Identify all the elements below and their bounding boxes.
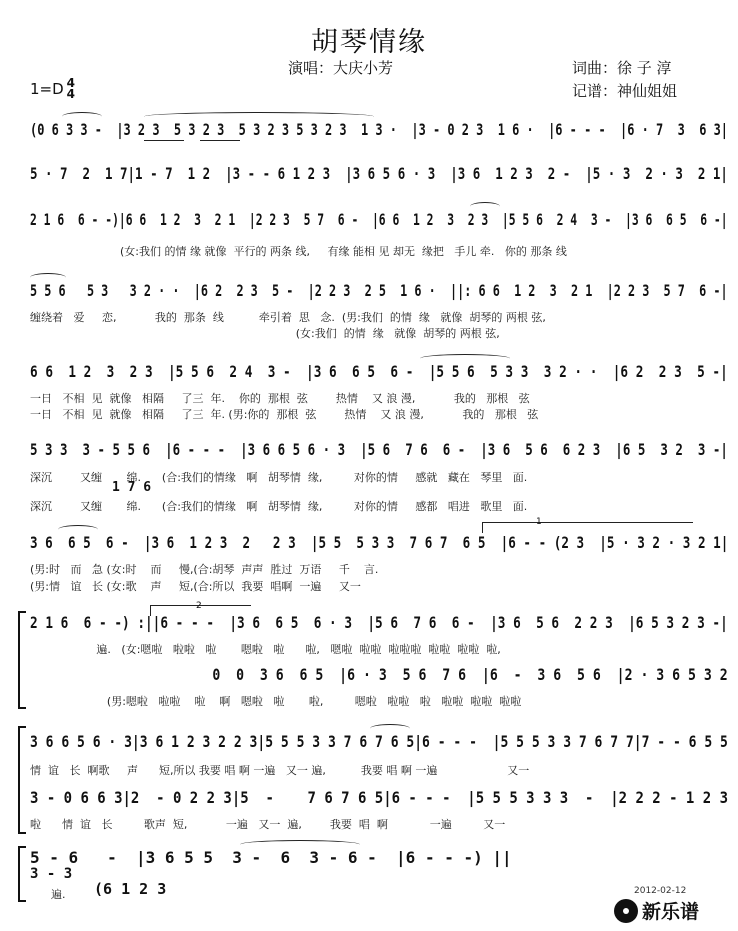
beam-underline [144, 140, 184, 141]
singer-credit: 演唱：大庆小芳 [288, 59, 394, 77]
transcriber-credit: 记谱：神仙姐姐 [572, 82, 678, 100]
lyric-line-5a: 一日 不相 见 就像 相隔 了三 年. 你的 那根 弦 热情 又 浪 漫, 我的 那根 弦 [30, 392, 530, 405]
notation-line-3: 2 1 6 6 - -)|6 6 1 2 3 2 1 |2 2 3 5 7 6 - |6 6 1 2 3 2 3 |5 5 6 2 4 3 - |3 6 6 5 6 -| [30, 210, 728, 229]
site-logo [614, 897, 699, 924]
slur-mark [30, 273, 66, 282]
notation-line-5: 6 6 1 2 3 2 3 |5 5 6 2 4 3 - |3 6 6 5 6 - |5 5 6 5 3 3 3 2 · · |6 2 2 3 5 -| [30, 362, 728, 381]
system-brace-1 [18, 611, 26, 709]
lyric-line-4b: (女:我们 的情 缘 就像 胡琴的 两根 弦, [30, 327, 500, 340]
lyric-line-4a: 缠绕着 爱 恋, 我的 那条 线 牵引着 思 念. (男:我们 的情 缘 就像 胡琴的 两根 弦, [30, 311, 546, 324]
slur-mark [58, 525, 98, 534]
second-ending-number: 2 [196, 601, 202, 611]
beam-underline [200, 140, 240, 141]
notation-line-8: 2 1 6 6 - -) :||6 - - - |3 6 6 5 6 · 3 |5 6 7 6 6 - |3 6 5 6 2 2 3 |6 5 3 2 3 -| [30, 613, 728, 632]
disc-icon [614, 899, 638, 923]
notation-line-11: 3 - 0 6 6 3|2 - 0 2 2 3|5 - 7 6 7 6 5|6 - - - |5 5 5 3 3 3 - |2 2 2 - 1 2 3 [30, 788, 728, 807]
time-sig-top: 4 [66, 76, 76, 90]
first-ending-number: 1 [536, 517, 542, 527]
system-brace-2 [18, 726, 26, 834]
date-stamp: 2012-02-12 [634, 886, 687, 896]
notation-line-12-pickup: (6 1 2 3 [94, 880, 167, 898]
notation-line-9: 0 0 3 6 6 5 |6 · 3 5 6 7 6 |6 - 3 6 5 6 |2 · 3 6 5 3 2 [30, 665, 728, 684]
notation-line-10: 3 6 6 5 6 · 3|3 6 1 2 3 2 2 3|5 5 5 3 3 7 6 7 6 5|6 - - - |5 5 5 3 3 7 6 7 7|7 - - 6 5 5 [30, 732, 728, 751]
notation-line-7: 3 6 6 5 6 - |3 6 1 2 3 2 2 3 |5 5 5 3 3 7 6 7 6 5 |6 - - (2 3 |5 · 3 2 · 3 2 1| [30, 533, 729, 552]
lyric-line-9a: (男:嗯啦 啦啦 啦 啊 嗯啦 啦 啦, 嗯啦 啦啦 啦 啦啦 啦啦 啦啦 [30, 695, 522, 708]
slur-mark [470, 202, 500, 211]
lyric-line-10a: 情 谊 长 啊歌 声 短,所以 我要 唱 啊 一遍 又一 遍, 我要 唱 啊 一遍 又一 [30, 764, 530, 777]
time-sig-bottom: 4 [66, 87, 76, 101]
lyric-line-6b: 深沉 又缠 绵. (合:我们的情缘 啊 胡琴情 缘, 对你的情 感都 唱进 歌里 面. [30, 500, 528, 513]
notation-line-12-upper: 5 - 6 - |3 6 5 5 3 - 6 3 - 6 - |6 - - -) || [30, 848, 512, 867]
time-signature [67, 78, 75, 100]
notation-line-4: 5 5 6 5 3 3 2 · · |6 2 2 3 5 - |2 2 3 2 5 1 6 · ||: 6 6 1 2 3 2 1 |2 2 3 5 7 6 -| [30, 281, 728, 300]
lyric-line-8a: 遍. (女:嗯啦 啦啦 啦 嗯啦 啦 啦, 嗯啦 啦啦 啦啦啦 啦啦 啦啦 啦, [30, 643, 501, 656]
song-title: 胡琴情缘 [311, 27, 427, 58]
logo-text: 新乐谱 [642, 901, 700, 923]
system-brace-3 [18, 846, 26, 902]
key-label: 1=D [30, 80, 64, 98]
lyric-line-5b: 一日 不相 见 就像 相隔 了三 年. (男:你的 那根 弦 热情 又 浪 漫, 我的 那根 弦 [30, 408, 539, 421]
lyric-line-11a: 啦 情 谊 长 歌声 短, 一遍 又一 遍, 我要 唱 啊 一遍 又一 [30, 818, 506, 831]
slur-mark [420, 354, 510, 363]
first-ending-bracket [482, 522, 693, 533]
slur-mark [62, 112, 102, 121]
notation-line-2: 5 · 7 2 1 7|1 - 7 1 2 |3 - - 6 1 2 3 |3 6 5 6 · 3 |3 6 1 2 3 2 - |5 · 3 2 · 3 2 1| [30, 164, 728, 183]
notation-line-1: (0 6 3 3 - |3 2 3 5 3 2 3 5 3 2 3 5 3 2 3 1 3 · |3 - 0 2 3 1 6 · |6 - - - |6 · 7 3 6 3| [30, 120, 728, 139]
composer-credit: 词曲：徐 子 淳 [572, 59, 672, 77]
slur-mark [370, 724, 410, 733]
lyric-line-7a: (男:时 而 急 (女:时 而 慢,(合:胡琴 声声 胜过 万语 千 言. [30, 563, 379, 576]
lyric-line-7b: (男:情 谊 长 (女:歌 声 短,(合:所以 我要 唱啊 一遍 又一 [30, 580, 361, 593]
key-signature [30, 78, 75, 100]
notation-line-12-lower: 3 - 3 [30, 866, 73, 882]
slur-mark [144, 112, 374, 121]
lyric-line-3a: (女:我们 的情 缘 就像 平行的 两条 线, 有缘 能相 见 却无 缘把 手儿 牵. 你的 那条 线 [120, 245, 567, 258]
lyric-line-12a: 遍. [30, 888, 66, 901]
lyric-line-6a: 深沉 又缠 绵. (合:我们的情缘 啊 胡琴情 缘, 对你的情 感就 藏在 琴里 面. [30, 471, 528, 484]
slur-mark [240, 840, 360, 849]
alt-notes: 1 7 6 [112, 480, 152, 495]
notation-line-6: 5 3 3 3 - 5 5 6 |6 - - - |3 6 6 5 6 · 3 |5 6 7 6 6 - |3 6 5 6 6 2 3 |6 5 3 2 3 -| [30, 440, 728, 459]
